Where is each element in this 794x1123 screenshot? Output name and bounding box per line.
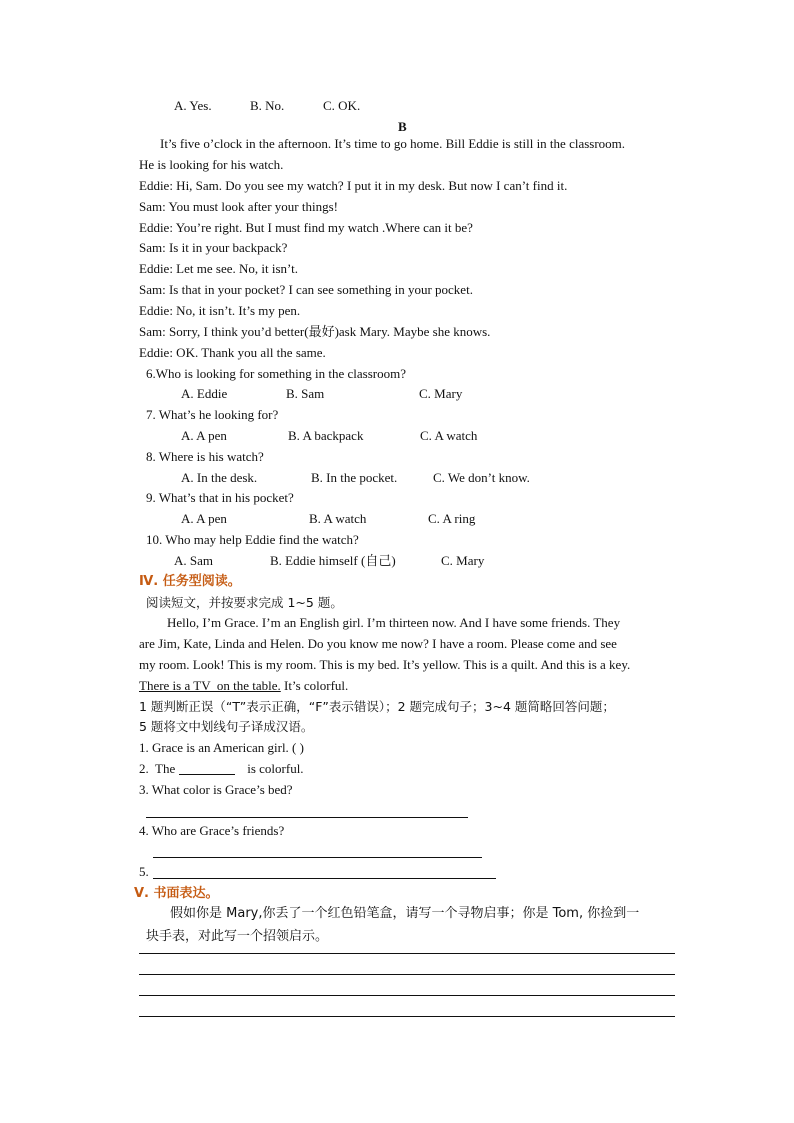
task-question-2	[139, 759, 304, 780]
question-text: 10. Who may help Eddie find the watch?	[146, 532, 359, 547]
option-a: A. Sam	[174, 553, 213, 568]
option-c: C. Mary	[441, 553, 485, 568]
writing-line[interactable]	[139, 1016, 675, 1017]
option-b: B. A watch	[309, 511, 367, 526]
passage-line: Hello, I’m Grace. I’m an English girl. I’m thirteen now. And I have some friends. They	[167, 615, 621, 630]
dialogue-line: Sam: Sorry, I think you’d better(最好)ask Mary. Maybe she knows.	[139, 324, 491, 339]
passage-tail: It’s colorful.	[280, 678, 349, 693]
answer-line-4[interactable]	[153, 857, 482, 858]
writing-prompt-line-2: 块手表，对此写一个招领启示。	[146, 929, 329, 944]
dialogue-line: Eddie: No, it isn’t. It’s my pen.	[139, 303, 301, 318]
option-c: C. A ring	[428, 511, 476, 526]
section-5-title: Ⅴ. 书面表达。	[134, 886, 219, 901]
option-b: B. In the pocket.	[311, 470, 398, 485]
task-instruction-2: 5 题将文中划线句子译成汉语。	[139, 719, 314, 734]
question-text: 8. Where is his watch?	[146, 449, 264, 464]
q5-option-c: C. OK.	[323, 98, 361, 113]
underlined-sentence: There is a TV on the table.	[139, 678, 281, 693]
dialogue-line: Eddie: OK. Thank you all the same.	[139, 345, 326, 360]
option-a: A. A pen	[181, 511, 227, 526]
option-a: A. In the desk.	[181, 470, 258, 485]
section-4-instruction: 阅读短文，并按要求完成 1~5 题。	[146, 595, 343, 610]
passage-line: are Jim, Kate, Linda and Helen. Do you know me now? I have a room. Please come and see	[139, 636, 617, 651]
question-text: 7. What’s he looking for?	[146, 407, 279, 422]
option-c: C. We don’t know.	[433, 470, 530, 485]
option-a: A. Eddie	[181, 386, 228, 401]
dialogue-line: Sam: Is it in your backpack?	[139, 240, 288, 255]
section-b-heading: B	[398, 119, 407, 134]
writing-line[interactable]	[139, 953, 675, 954]
passage-line-last	[139, 676, 348, 697]
option-c: C. Mary	[419, 386, 463, 401]
option-b: B. Sam	[286, 386, 325, 401]
task-question-2-blank[interactable]	[179, 760, 235, 775]
task-question-4: 4. Who are Grace’s friends?	[139, 823, 285, 838]
task-question-2-suffix: is colorful.	[247, 761, 304, 776]
task-question-2-prefix: 2. The	[139, 761, 176, 776]
answer-line-5[interactable]	[153, 878, 496, 879]
dialogue-line: Eddie: You’re right. But I must find my watch .Where can it be?	[139, 220, 473, 235]
dialogue-line: Sam: Is that in your pocket? I can see something in your pocket.	[139, 282, 473, 297]
task-question-5: 5.	[139, 864, 149, 879]
dialogue-line: Sam: You must look after your things!	[139, 199, 338, 214]
writing-line[interactable]	[139, 974, 675, 975]
passage-line: my room. Look! This is my room. This is my bed. It’s yellow. This is a quilt. And this is a key.	[139, 657, 631, 672]
section-b-intro-line-2: He is looking for his watch.	[139, 157, 284, 172]
task-question-1: 1. Grace is an American girl. ( )	[139, 740, 304, 755]
q5-option-b: B. No.	[250, 98, 285, 113]
option-b: B. Eddie himself (自己)	[270, 553, 396, 568]
task-question-3: 3. What color is Grace’s bed?	[139, 782, 293, 797]
option-c: C. A watch	[420, 428, 478, 443]
q5-option-a: A. Yes.	[174, 98, 212, 113]
option-a: A. A pen	[181, 428, 227, 443]
option-b: B. A backpack	[288, 428, 364, 443]
task-instruction-1: 1 题判断正误（“T”表示正确，“F”表示错误）；2 题完成句子；3~4 题简略回答问题；	[139, 699, 615, 714]
question-text: 6.Who is looking for something in the classroom?	[146, 366, 406, 381]
section-4-title: Ⅳ. 任务型阅读。	[139, 574, 241, 589]
question-text: 9. What’s that in his pocket?	[146, 490, 294, 505]
writing-line[interactable]	[139, 995, 675, 996]
dialogue-line: Eddie: Hi, Sam. Do you see my watch? I put it in my desk. But now I can’t find it.	[139, 178, 568, 193]
writing-prompt-line-1: 假如你是 Mary,你丢了一个红色铅笔盒，请写一个寻物启事；你是 Tom, 你捡到一	[170, 906, 640, 921]
answer-line-3[interactable]	[146, 817, 468, 818]
section-b-intro-line-1: It’s five o’clock in the afternoon. It’s time to go home. Bill Eddie is still in the classroom.	[160, 136, 626, 151]
dialogue-line: Eddie: Let me see. No, it isn’t.	[139, 261, 298, 276]
